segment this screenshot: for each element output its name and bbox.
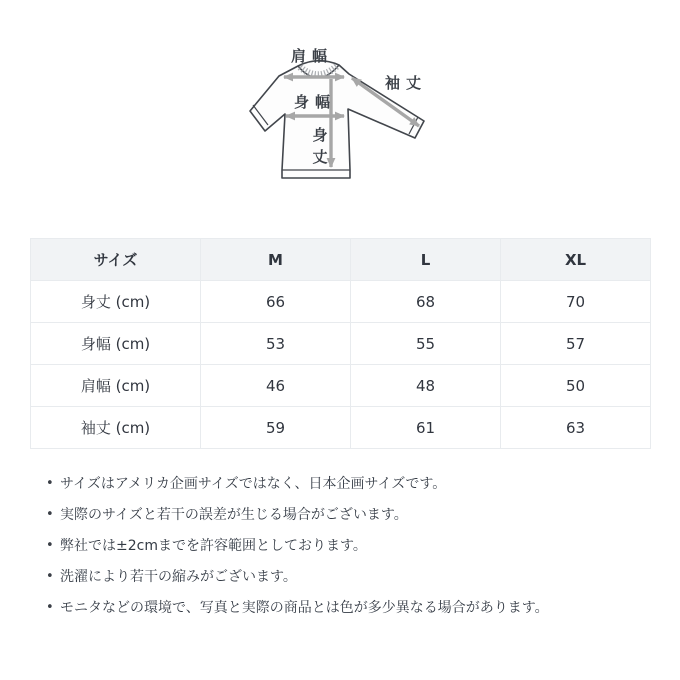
bullet-icon: • (46, 476, 54, 491)
size-value-cell: 57 (501, 323, 651, 365)
table-row-sleeve-length (31, 407, 651, 449)
size-value-cell: 50 (501, 365, 651, 407)
size-table-header-m: M (201, 239, 351, 281)
size-table-header-xl: XL (501, 239, 651, 281)
size-table-header-size: サイズ (31, 239, 201, 281)
note-text: モニタなどの環境で、写真と実際の商品とは色が多少異なる場合があります。 (60, 600, 549, 616)
size-value-cell: 68 (351, 281, 501, 323)
size-table-header-row (31, 239, 651, 281)
note-text: 洗濯により若干の縮みがございます。 (60, 569, 297, 585)
size-value-cell: 46 (201, 365, 351, 407)
note-item (32, 567, 650, 587)
row-label: 身丈 (cm) (31, 281, 201, 323)
size-value-cell: 70 (501, 281, 651, 323)
note-item (32, 598, 650, 618)
size-value-cell: 61 (351, 407, 501, 449)
size-value-cell: 66 (201, 281, 351, 323)
note-text: サイズはアメリカ企画サイズではなく、日本企画サイズです。 (60, 476, 447, 492)
note-item (32, 505, 650, 525)
size-table-header-l: L (351, 239, 501, 281)
shirt-measurement-diagram (238, 34, 482, 230)
note-item (32, 474, 650, 494)
size-notes-list (32, 474, 650, 629)
table-row-shoulder-width (31, 365, 651, 407)
table-row-body-length (31, 281, 651, 323)
size-value-cell: 48 (351, 365, 501, 407)
body-length-label-char2: 丈 (312, 148, 328, 166)
note-item (32, 536, 650, 556)
bullet-icon: • (46, 569, 54, 584)
note-text: 弊社では±2cmまでを許容範囲としております。 (60, 538, 367, 554)
note-text: 実際のサイズと若干の誤差が生じる場合がございます。 (60, 507, 408, 523)
bullet-icon: • (46, 600, 54, 615)
bullet-icon: • (46, 538, 54, 553)
size-value-cell: 59 (201, 407, 351, 449)
shoulder-width-label: 肩幅 (290, 47, 334, 65)
row-label: 身幅 (cm) (31, 323, 201, 365)
size-value-cell: 55 (351, 323, 501, 365)
row-label: 肩幅 (cm) (31, 365, 201, 407)
sleeve-length-label: 袖丈 (384, 74, 428, 92)
size-value-cell: 53 (201, 323, 351, 365)
size-table (30, 238, 651, 449)
body-width-label: 身幅 (293, 93, 337, 111)
row-label: 袖丈 (cm) (31, 407, 201, 449)
shirt-diagram-svg (238, 34, 482, 230)
bullet-icon: • (46, 507, 54, 522)
body-length-label-char1: 身 (312, 126, 328, 144)
size-value-cell: 63 (501, 407, 651, 449)
table-row-body-width (31, 323, 651, 365)
